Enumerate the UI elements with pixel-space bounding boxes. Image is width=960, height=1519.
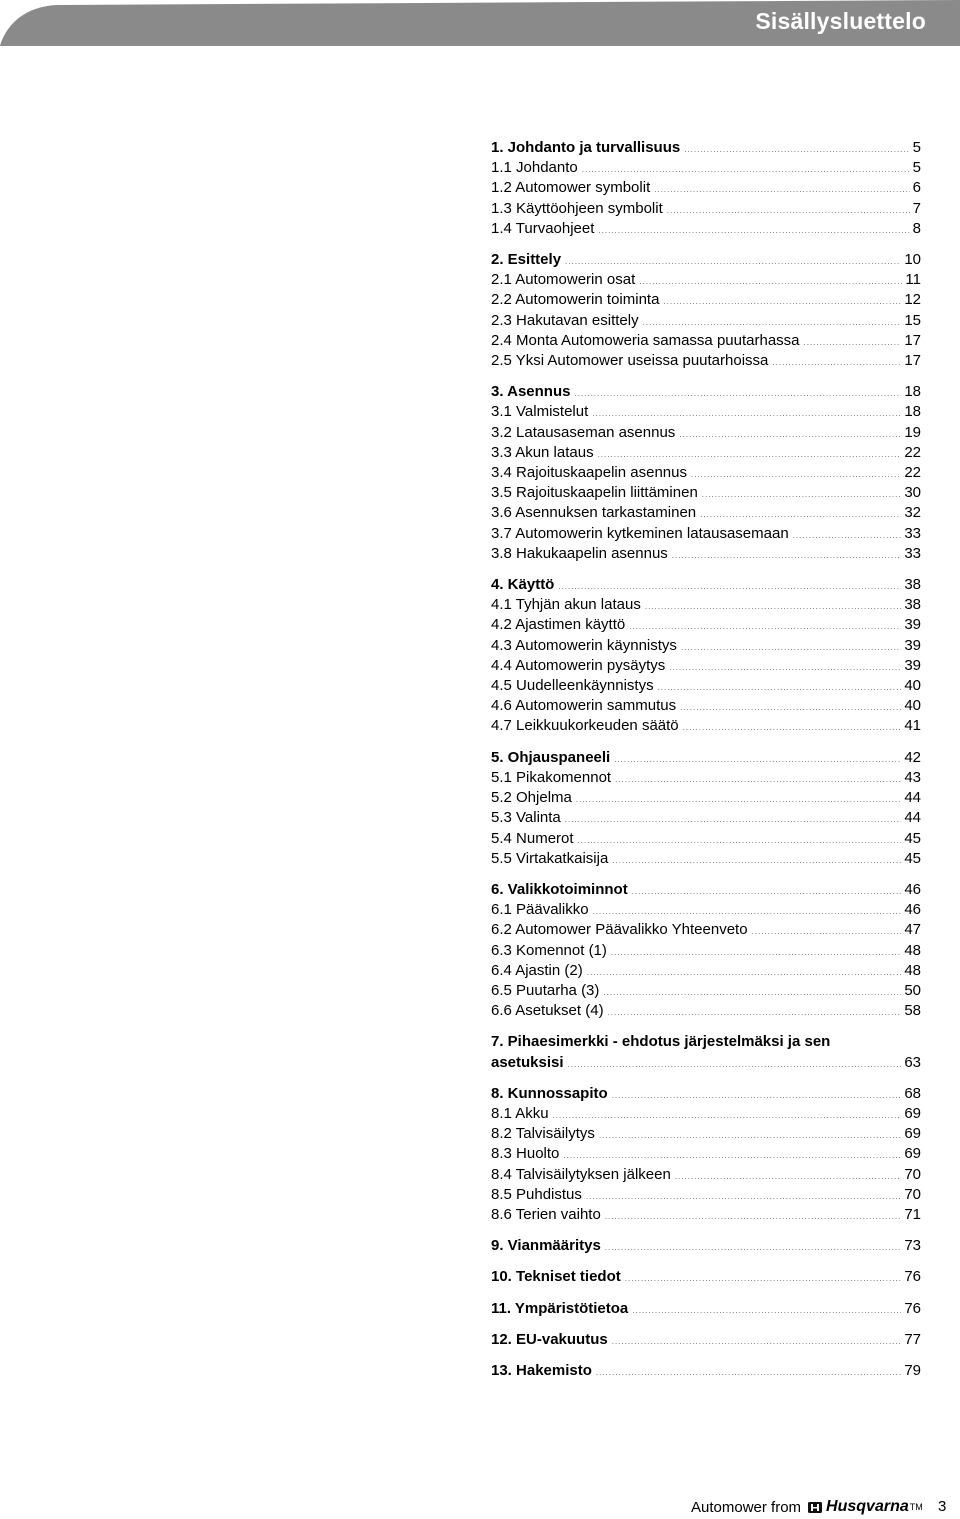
toc-chapter-entry <box>491 1267 921 1287</box>
toc-entry-title: 4.5 Uudelleenkäynnistys <box>491 677 654 695</box>
toc-entry-title: 4.7 Leikkuukorkeuden säätö <box>491 717 679 735</box>
toc-dot-leader <box>568 1061 902 1069</box>
toc-chapter-entry <box>491 880 921 900</box>
toc-section <box>491 1084 921 1225</box>
toc-dot-leader <box>691 471 901 479</box>
toc-dot-leader <box>632 1307 901 1315</box>
toc-subsection-entry <box>491 636 921 656</box>
toc-entry-title: 8.4 Talvisäilytyksen jälkeen <box>491 1165 671 1183</box>
toc-page-number: 46 <box>904 880 921 898</box>
toc-dot-leader <box>643 319 902 327</box>
toc-page-number: 76 <box>904 1299 921 1317</box>
toc-page-number: 50 <box>904 981 921 999</box>
toc-dot-leader <box>603 989 901 997</box>
toc-subsection-entry <box>491 941 921 961</box>
toc-entry-title: 5.1 Pikakomennot <box>491 768 612 786</box>
toc-section <box>491 575 921 737</box>
toc-page-number: 45 <box>904 829 921 847</box>
toc-page-number: 76 <box>904 1268 921 1286</box>
toc-dot-leader <box>629 623 901 631</box>
toc-subsection-entry <box>491 981 921 1001</box>
toc-chapter-entry <box>491 1330 921 1350</box>
toc-dot-leader <box>658 684 902 692</box>
toc-dot-leader <box>683 724 902 732</box>
toc-page-number: 68 <box>904 1084 921 1102</box>
toc-section <box>491 1267 921 1287</box>
toc-entry-title: 8.2 Talvisäilytys <box>491 1125 595 1143</box>
page-number: 3 <box>938 1498 947 1515</box>
toc-entry-title: 4.3 Automowerin käynnistys <box>491 636 677 654</box>
toc-page-number: 39 <box>904 636 921 654</box>
toc-dot-leader <box>663 298 901 306</box>
toc-entry-title: 2.4 Monta Automoweria samassa puutarhassa <box>491 331 800 349</box>
toc-dot-leader <box>578 837 902 845</box>
toc-page-number: 41 <box>904 717 921 735</box>
page-title: Sisällysluettelo <box>755 8 926 34</box>
toc-dot-leader <box>684 146 909 154</box>
toc-page-number: 77 <box>904 1330 921 1348</box>
toc-page-number: 71 <box>904 1205 921 1223</box>
toc-entry-title: 5.3 Valinta <box>491 809 561 827</box>
toc-entry-title: 2.3 Hakutavan esittely <box>491 311 639 329</box>
toc-entry-title: 1.2 Automower symbolit <box>491 179 651 197</box>
toc-entry-title: 8.3 Huolto <box>491 1145 560 1163</box>
toc-entry-title: 6.4 Ajastin (2) <box>491 961 583 979</box>
toc-dot-leader <box>672 552 902 560</box>
toc-chapter-entry <box>491 1084 921 1104</box>
toc-subsection-entry <box>491 178 921 198</box>
toc-entry-title: 11. Ympäristötietoa <box>491 1299 629 1317</box>
toc-page-number: 18 <box>904 383 921 401</box>
toc-page-number: 42 <box>904 748 921 766</box>
toc-subsection-entry <box>491 483 921 503</box>
toc-dot-leader <box>565 258 901 266</box>
toc-dot-leader <box>608 1009 902 1017</box>
toc-page-number: 69 <box>904 1145 921 1163</box>
toc-page-number: 15 <box>904 311 921 329</box>
toc-dot-leader <box>598 451 902 459</box>
toc-subsection-entry <box>491 199 921 219</box>
toc-page-number: 79 <box>904 1361 921 1379</box>
toc-section <box>491 1361 921 1381</box>
toc-dot-leader <box>700 511 901 519</box>
toc-dot-leader <box>587 969 902 977</box>
toc-subsection-entry <box>491 829 921 849</box>
toc-page-number: 47 <box>904 921 921 939</box>
toc-page-number: 22 <box>904 443 921 461</box>
toc-subsection-entry <box>491 1185 921 1205</box>
toc-section <box>491 138 921 239</box>
toc-page-number: 19 <box>904 423 921 441</box>
toc-subsection-entry <box>491 331 921 351</box>
toc-dot-leader <box>593 908 902 916</box>
toc-section <box>491 748 921 869</box>
toc-page-number: 22 <box>904 464 921 482</box>
toc-chapter-entry <box>491 1299 921 1319</box>
toc-subsection-entry <box>491 1104 921 1124</box>
toc-dot-leader <box>598 227 909 235</box>
toc-subsection-entry <box>491 676 921 696</box>
toc-dot-leader <box>574 390 901 398</box>
toc-page-number: 73 <box>904 1237 921 1255</box>
toc-subsection-entry <box>491 716 921 736</box>
toc-dot-leader <box>679 431 901 439</box>
husqvarna-logo <box>807 1498 923 1516</box>
toc-page-number: 46 <box>904 901 921 919</box>
toc-subsection-entry <box>491 219 921 239</box>
toc-section <box>491 1236 921 1256</box>
toc-subsection-entry <box>491 544 921 564</box>
toc-page-number: 10 <box>904 251 921 269</box>
toc-chapter-entry <box>491 138 921 158</box>
toc-page-number: 11 <box>905 271 921 289</box>
toc-dot-leader <box>576 796 901 804</box>
toc-entry-title: 6.6 Asetukset (4) <box>491 1002 604 1020</box>
toc-subsection-entry <box>491 808 921 828</box>
toc-subsection-entry <box>491 423 921 443</box>
toc-dot-leader <box>645 603 901 611</box>
toc-entry-title: 3.7 Automowerin kytkeminen latausasemaan <box>491 524 789 542</box>
toc-dot-leader <box>599 1132 901 1140</box>
toc-page-number: 17 <box>904 331 921 349</box>
toc-entry-title: 3.6 Asennuksen tarkastaminen <box>491 504 697 522</box>
toc-dot-leader <box>612 1338 902 1346</box>
toc-entry-title: 1.1 Johdanto <box>491 159 578 177</box>
trademark: TM <box>909 1502 923 1512</box>
toc-entry-title: 2.5 Yksi Automower useissa puutarhoissa <box>491 352 769 370</box>
toc-subsection-entry <box>491 768 921 788</box>
header-band <box>0 0 960 46</box>
toc-entry-title: 2.1 Automowerin osat <box>491 271 636 289</box>
toc-dot-leader <box>612 857 901 865</box>
toc-subsection-entry <box>491 1144 921 1164</box>
toc-page-number: 44 <box>904 809 921 827</box>
toc-page-number: 33 <box>904 524 921 542</box>
toc-entry-title: 3.4 Rajoituskaapelin asennus <box>491 464 687 482</box>
toc-dot-leader <box>592 410 901 418</box>
toc-entry-title: 5. Ohjauspaneeli <box>491 748 611 766</box>
toc-chapter-entry <box>491 575 921 595</box>
toc-entry-title: asetuksisi <box>491 1053 564 1071</box>
toc-dot-leader <box>596 1369 901 1377</box>
toc-chapter-entry <box>491 250 921 270</box>
toc-section <box>491 250 921 371</box>
toc-entry-title: 3.3 Akun lataus <box>491 443 594 461</box>
toc-entry-title: 10. Tekniset tiedot <box>491 1268 621 1286</box>
toc-page-number: 40 <box>904 677 921 695</box>
toc-section <box>491 382 921 564</box>
toc-dot-leader <box>793 532 902 540</box>
toc-subsection-entry <box>491 595 921 615</box>
toc-entry-title: 6.2 Automower Päävalikko Yhteenveto <box>491 921 748 939</box>
toc-entry-title: 1.3 Käyttöohjeen symbolit <box>491 199 663 217</box>
toc-page-number: 30 <box>904 484 921 502</box>
toc-dot-leader <box>752 928 902 936</box>
toc-entry-title: 3.2 Latausaseman asennus <box>491 423 676 441</box>
toc-entry-title: 2.2 Automowerin toiminta <box>491 291 660 309</box>
toc-subsection-entry <box>491 270 921 290</box>
toc-page-number: 63 <box>904 1053 921 1071</box>
toc-dot-leader <box>675 1173 901 1181</box>
toc-subsection-entry <box>491 1165 921 1185</box>
toc-subsection-entry <box>491 524 921 544</box>
toc-page-number: 17 <box>904 352 921 370</box>
toc-page-number: 69 <box>904 1125 921 1143</box>
footer-prefix: Automower from <box>691 1498 802 1516</box>
toc-dot-leader <box>681 644 901 652</box>
toc-dot-leader <box>680 704 901 712</box>
toc-dot-leader <box>582 166 910 174</box>
toc-page-number: 5 <box>912 159 921 177</box>
toc-dot-leader <box>702 491 902 499</box>
toc-chapter-entry <box>491 1053 921 1073</box>
toc-dot-leader <box>625 1275 902 1283</box>
toc-subsection-entry <box>491 788 921 808</box>
toc-entry-title: 3.1 Valmistelut <box>491 403 589 421</box>
toc-entry-title: 6.1 Päävalikko <box>491 901 589 919</box>
toc-chapter-entry <box>491 1361 921 1381</box>
toc-dot-leader <box>669 664 901 672</box>
toc-entry-title: 8.6 Terien vaihto <box>491 1205 601 1223</box>
toc-page-number: 45 <box>904 849 921 867</box>
toc-subsection-entry <box>491 1124 921 1144</box>
toc-page-number: 38 <box>904 576 921 594</box>
toc-chapter-entry <box>491 748 921 768</box>
husqvarna-crown-icon <box>807 1500 823 1514</box>
toc-dot-leader <box>804 339 902 347</box>
toc-page-number: 40 <box>904 697 921 715</box>
toc-subsection-entry <box>491 443 921 463</box>
toc-subsection-entry <box>491 920 921 940</box>
toc-chapter-entry <box>491 382 921 402</box>
toc-page-number: 48 <box>904 941 921 959</box>
toc-page-number: 48 <box>904 961 921 979</box>
toc-page-number: 5 <box>912 139 921 156</box>
toc-dot-leader <box>614 756 901 764</box>
toc-subsection-entry <box>491 961 921 981</box>
toc-page-number: 33 <box>904 544 921 562</box>
toc-subsection-entry <box>491 656 921 676</box>
toc-section <box>491 1330 921 1350</box>
toc-dot-leader <box>605 1244 902 1252</box>
toc-subsection-entry <box>491 463 921 483</box>
toc-page-number: 8 <box>912 219 921 237</box>
toc-page-number: 70 <box>904 1185 921 1203</box>
toc-entry-title: 8.5 Puhdistus <box>491 1185 582 1203</box>
table-of-contents <box>491 138 921 1392</box>
toc-entry-title: 5.4 Numerot <box>491 829 574 847</box>
toc-subsection-entry <box>491 290 921 310</box>
toc-dot-leader <box>605 1213 902 1221</box>
toc-page-number: 7 <box>912 199 921 217</box>
toc-entry-title: 5.2 Ohjelma <box>491 789 572 807</box>
toc-subsection-entry <box>491 351 921 371</box>
toc-entry-title: 3.8 Hakukaapelin asennus <box>491 544 668 562</box>
toc-page-number: 39 <box>904 616 921 634</box>
toc-page-number: 44 <box>904 789 921 807</box>
toc-entry-title: 1. Johdanto ja turvallisuus <box>491 139 681 156</box>
toc-dot-leader <box>632 888 902 896</box>
toc-dot-leader <box>586 1193 901 1201</box>
toc-page-number: 69 <box>904 1104 921 1122</box>
toc-dot-leader <box>639 278 902 286</box>
toc-page-number: 39 <box>904 656 921 674</box>
toc-subsection-entry <box>491 615 921 635</box>
toc-subsection-entry <box>491 900 921 920</box>
toc-entry-title: 4.2 Ajastimen käyttö <box>491 616 626 634</box>
toc-subsection-entry <box>491 402 921 422</box>
toc-dot-leader <box>553 1112 902 1120</box>
toc-entry-title: 8. Kunnossapito <box>491 1084 608 1102</box>
toc-subsection-entry <box>491 311 921 331</box>
toc-entry-title: 8.1 Akku <box>491 1104 549 1122</box>
toc-page-number: 38 <box>904 596 921 614</box>
toc-page-number: 18 <box>904 403 921 421</box>
toc-dot-leader <box>563 1152 901 1160</box>
toc-page-number: 70 <box>904 1165 921 1183</box>
toc-page-number: 32 <box>904 504 921 522</box>
toc-entry-title: 4.1 Tyhjän akun lataus <box>491 596 641 614</box>
toc-entry-title: 2. Esittely <box>491 251 562 269</box>
toc-dot-leader <box>654 186 909 194</box>
toc-subsection-entry <box>491 849 921 869</box>
toc-dot-leader <box>612 1092 902 1100</box>
toc-entry-title: 4. Käyttö <box>491 576 555 594</box>
toc-dot-leader <box>565 816 902 824</box>
toc-dot-leader <box>615 776 901 784</box>
toc-page-number: 6 <box>912 179 921 197</box>
footer <box>691 1498 923 1516</box>
toc-subsection-entry <box>491 158 921 178</box>
toc-subsection-entry <box>491 1001 921 1021</box>
toc-entry-title: 1.4 Turvaohjeet <box>491 219 595 237</box>
toc-section <box>491 1032 921 1072</box>
toc-entry-title: 6. Valikkotoiminnot <box>491 880 628 898</box>
toc-dot-leader <box>667 207 910 215</box>
toc-page-number: 12 <box>904 291 921 309</box>
brand-name: Husqvarna <box>826 1498 909 1515</box>
toc-entry-title: 6.3 Komennot (1) <box>491 941 607 959</box>
toc-entry-title: 7. Pihaesimerkki - ehdotus järjestelmäksi ja sen <box>491 1033 831 1051</box>
toc-dot-leader <box>611 949 901 957</box>
toc-section <box>491 1299 921 1319</box>
toc-section <box>491 880 921 1021</box>
toc-entry-title: 3.5 Rajoituskaapelin liittäminen <box>491 484 698 502</box>
toc-entry-title: 13. Hakemisto <box>491 1361 592 1379</box>
toc-entry-title: 4.4 Automowerin pysäytys <box>491 656 666 674</box>
toc-page-number: 43 <box>904 768 921 786</box>
toc-subsection-entry <box>491 1205 921 1225</box>
toc-page-number: 58 <box>904 1002 921 1020</box>
toc-dot-leader <box>558 583 901 591</box>
toc-entry-title: 4.6 Automowerin sammutus <box>491 697 677 715</box>
toc-subsection-entry <box>491 696 921 716</box>
toc-entry-title: 5.5 Virtakatkaisija <box>491 849 609 867</box>
toc-entry-title: 12. EU-vakuutus <box>491 1330 608 1348</box>
toc-entry-title: 9. Vianmääritys <box>491 1237 601 1255</box>
toc-subsection-entry <box>491 503 921 523</box>
toc-dot-leader <box>772 359 901 367</box>
toc-chapter-entry <box>491 1236 921 1256</box>
toc-entry-title: 3. Asennus <box>491 383 571 401</box>
toc-entry-title: 6.5 Puutarha (3) <box>491 981 600 999</box>
